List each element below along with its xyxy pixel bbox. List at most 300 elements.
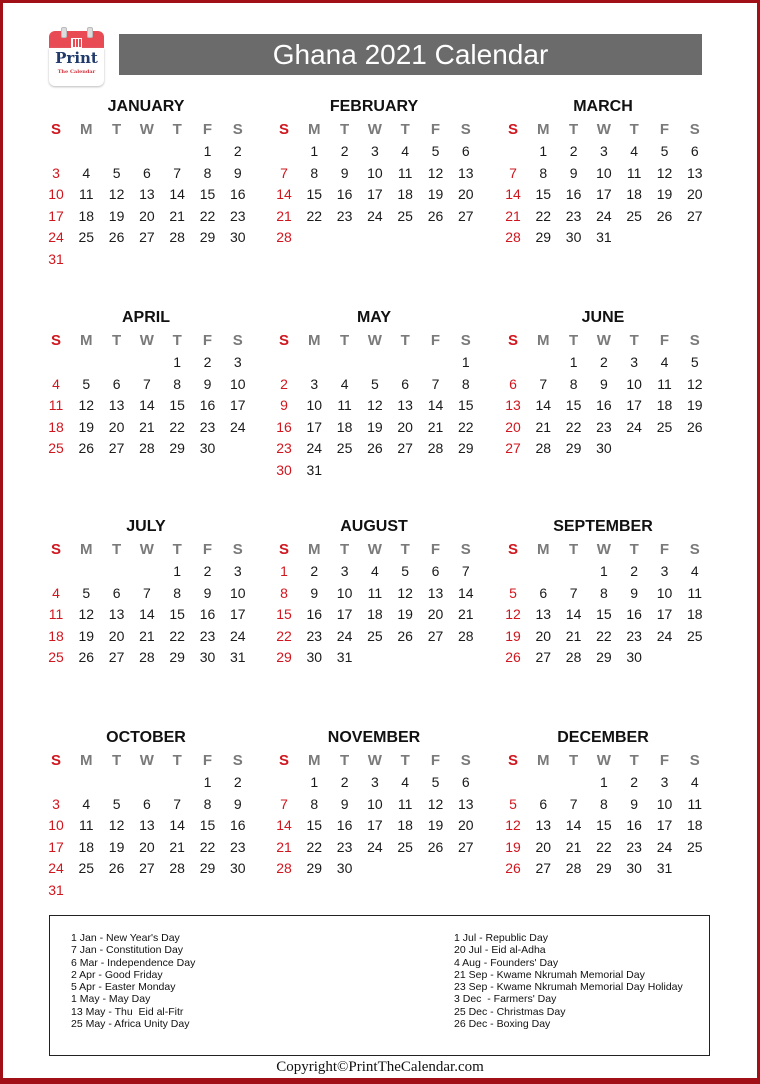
day-cell: 29 (306, 860, 323, 877)
day-cell: 25 (48, 440, 64, 457)
day-cell: 27 (139, 229, 155, 246)
day-cell: 9 (280, 397, 288, 414)
day-cell: 14 (139, 397, 155, 414)
day-cell: 16 (276, 418, 292, 435)
day-cell: 18 (397, 817, 413, 834)
day-cell: 19 (656, 186, 673, 203)
day-cell: 16 (230, 817, 246, 834)
weekday-header: W (139, 332, 154, 349)
weekday-header: S (507, 752, 518, 769)
weekday-header: M (308, 541, 321, 558)
weekday-header: W (596, 541, 611, 558)
weekday-header: S (278, 541, 289, 558)
day-cell: 4 (630, 143, 639, 159)
day-cell: 26 (108, 860, 125, 877)
day-cell: 16 (230, 186, 246, 203)
weekday-header: S (50, 541, 61, 558)
day-cell: 26 (78, 440, 95, 457)
day-cell: 23 (199, 627, 216, 644)
weekday-header: F (430, 332, 441, 349)
day-cell: 24 (656, 627, 673, 644)
weekday-header: W (596, 121, 611, 138)
weekday-header: M (537, 121, 550, 138)
day-cell: 4 (660, 354, 669, 370)
day-cell: 5 (370, 375, 379, 392)
logo-subtitle: The Calendar (57, 69, 96, 75)
weekday-header: T (629, 752, 639, 769)
weekday-header: T (400, 541, 410, 558)
day-cell: 10 (626, 375, 642, 392)
holiday-item: 5 Apr - Easter Monday (71, 981, 176, 994)
day-cell: 2 (630, 563, 639, 579)
day-cell: 1 (599, 774, 608, 790)
day-cell: 26 (78, 649, 95, 666)
calendar-grid-icon (71, 38, 82, 48)
weekday-header: T (400, 332, 410, 349)
day-cell: 26 (687, 418, 703, 435)
day-cell: 10 (336, 584, 353, 601)
weekday-header: S (460, 541, 471, 558)
day-cell: 18 (687, 606, 703, 623)
day-cell: 10 (367, 795, 383, 812)
day-cell: 6 (401, 375, 410, 392)
day-cell: 25 (626, 207, 642, 224)
day-cell: 28 (458, 627, 474, 644)
day-cell: 29 (169, 649, 185, 666)
day-cell: 3 (233, 563, 242, 579)
day-cell: 13 (397, 397, 413, 414)
day-cell: 13 (687, 164, 703, 181)
weekday-header: M (80, 121, 93, 138)
day-cell: 20 (139, 207, 155, 224)
holiday-item: 2 Apr - Good Friday (71, 968, 163, 981)
day-cell: 27 (458, 838, 474, 855)
day-cell: 15 (535, 186, 552, 203)
month-name: JULY (126, 518, 166, 535)
weekday-header: T (629, 541, 639, 558)
holiday-item: 6 Mar - Independence Day (71, 956, 196, 969)
day-cell: 1 (173, 563, 182, 579)
day-cell: 29 (535, 229, 552, 246)
day-cell: 25 (397, 207, 413, 224)
day-cell: 20 (139, 838, 155, 855)
day-cell: 11 (657, 375, 672, 392)
day-cell: 21 (565, 627, 582, 644)
weekday-header: F (659, 752, 670, 769)
day-cell: 17 (230, 606, 246, 623)
day-cell: 14 (139, 606, 155, 623)
day-cell: 20 (427, 606, 444, 623)
day-cell: 15 (596, 606, 612, 623)
day-cell: 27 (687, 207, 703, 224)
day-cell: 3 (660, 774, 669, 790)
day-cell: 10 (656, 584, 673, 601)
day-cell: 19 (367, 418, 383, 435)
day-cell: 22 (535, 207, 552, 224)
day-cell: 31 (306, 462, 323, 478)
day-cell: 13 (458, 164, 474, 181)
weekday-header: M (537, 752, 550, 769)
day-cell: 18 (397, 186, 413, 203)
weekday-header: W (367, 332, 382, 349)
weekday-header: T (172, 752, 182, 769)
day-cell: 19 (397, 606, 413, 623)
day-cell: 4 (340, 375, 349, 392)
day-cell: 3 (52, 164, 60, 181)
day-cell: 20 (458, 817, 474, 834)
day-cell: 9 (569, 164, 578, 181)
day-cell: 12 (427, 795, 444, 812)
day-cell: 4 (690, 563, 699, 579)
day-cell: 7 (280, 795, 288, 812)
day-cell: 4 (82, 164, 91, 181)
day-cell: 16 (336, 186, 353, 203)
day-cell: 22 (458, 418, 474, 435)
day-cell: 19 (78, 627, 95, 644)
day-cell: 3 (233, 354, 242, 370)
day-cell: 3 (52, 795, 60, 812)
weekday-header: F (202, 332, 213, 349)
day-cell: 22 (306, 207, 323, 224)
day-cell: 17 (656, 606, 673, 623)
day-cell: 21 (458, 606, 474, 623)
day-cell: 20 (108, 418, 125, 435)
day-cell: 2 (233, 143, 242, 159)
day-cell: 21 (276, 838, 292, 855)
day-cell: 14 (505, 186, 521, 203)
day-cell: 20 (108, 627, 125, 644)
day-cell: 8 (539, 164, 548, 181)
day-cell: 17 (367, 817, 383, 834)
day-cell: 8 (569, 375, 578, 392)
holiday-item: 13 May - Thu Eid al-Fitr (71, 1005, 184, 1018)
day-cell: 30 (230, 229, 246, 246)
day-cell: 29 (199, 229, 216, 246)
weekday-header: S (460, 752, 471, 769)
weekday-header: F (202, 121, 213, 138)
day-cell: 31 (656, 860, 673, 877)
day-cell: 2 (599, 354, 608, 370)
day-cell: 6 (112, 584, 121, 601)
day-cell: 15 (306, 186, 323, 203)
day-cell: 28 (565, 649, 582, 666)
binder-ring-icon (61, 27, 67, 38)
day-cell: 14 (276, 817, 292, 834)
day-cell: 17 (336, 606, 353, 623)
day-cell: 2 (630, 774, 639, 790)
weekday-header: S (507, 332, 518, 349)
day-cell: 24 (626, 418, 642, 435)
day-cell: 20 (535, 838, 552, 855)
day-cell: 6 (539, 795, 548, 812)
day-cell: 14 (535, 397, 552, 414)
day-cell: 30 (565, 229, 582, 246)
holiday-item: 25 Dec - Christmas Day (454, 1005, 566, 1018)
day-cell: 13 (535, 606, 552, 623)
month-name: JUNE (581, 309, 625, 326)
day-cell: 23 (626, 838, 642, 855)
weekday-header: W (139, 541, 154, 558)
day-cell: 4 (82, 795, 91, 812)
day-cell: 5 (509, 795, 517, 812)
day-cell: 2 (569, 143, 578, 159)
day-cell: 6 (112, 375, 121, 392)
day-cell: 8 (173, 375, 182, 392)
day-cell: 30 (596, 440, 612, 457)
day-cell: 4 (401, 143, 410, 159)
holiday-list-right (454, 932, 683, 1030)
day-cell: 17 (626, 397, 642, 414)
weekday-header: T (629, 332, 639, 349)
day-cell: 24 (367, 207, 383, 224)
day-cell: 11 (79, 817, 94, 834)
day-cell: 15 (306, 817, 323, 834)
day-cell: 1 (310, 143, 319, 159)
day-cell: 18 (48, 418, 64, 435)
weekday-header: T (112, 541, 122, 558)
day-cell: 18 (656, 397, 673, 414)
day-cell: 26 (367, 440, 383, 457)
day-cell: 14 (565, 817, 582, 834)
day-cell: 15 (276, 606, 292, 623)
day-cell: 5 (82, 375, 91, 392)
day-cell: 22 (596, 838, 612, 855)
day-cell: 19 (78, 418, 95, 435)
day-cell: 7 (569, 584, 578, 601)
month-name: SEPTEMBER (553, 518, 653, 535)
day-cell: 13 (108, 397, 125, 414)
month-name: AUGUST (340, 518, 408, 535)
weekday-header: M (80, 541, 93, 558)
day-cell: 21 (169, 838, 185, 855)
day-cell: 1 (203, 143, 212, 159)
day-cell: 22 (565, 418, 582, 435)
day-cell: 27 (427, 627, 444, 644)
day-cell: 7 (569, 795, 578, 812)
day-cell: 30 (626, 860, 642, 877)
weekday-header: S (50, 332, 61, 349)
weekday-header: S (689, 332, 700, 349)
day-cell: 26 (505, 860, 521, 877)
day-cell: 21 (535, 418, 552, 435)
day-cell: 12 (397, 584, 413, 601)
day-cell: 5 (660, 143, 669, 159)
holiday-item: 26 Dec - Boxing Day (454, 1018, 551, 1031)
day-cell: 29 (199, 860, 216, 877)
weekday-header: S (278, 752, 289, 769)
day-cell: 25 (687, 838, 703, 855)
day-cell: 29 (565, 440, 582, 457)
day-cell: 15 (169, 397, 185, 414)
day-cell: 23 (230, 838, 246, 855)
day-cell: 9 (233, 795, 242, 812)
day-cell: 10 (48, 186, 64, 203)
day-cell: 19 (427, 186, 444, 203)
day-cell: 2 (233, 774, 242, 790)
day-cell: 19 (108, 207, 125, 224)
day-cell: 24 (336, 627, 353, 644)
day-cell: 27 (108, 649, 125, 666)
day-cell: 7 (142, 375, 151, 392)
weekday-header: M (308, 752, 321, 769)
day-cell: 6 (431, 563, 440, 579)
day-cell: 25 (78, 229, 95, 246)
day-cell: 9 (630, 584, 639, 601)
day-cell: 18 (48, 627, 64, 644)
day-cell: 21 (276, 207, 292, 224)
weekday-header: S (689, 121, 700, 138)
weekday-header: S (232, 332, 243, 349)
day-cell: 17 (596, 186, 612, 203)
day-cell: 8 (173, 584, 182, 601)
day-cell: 13 (535, 817, 552, 834)
day-cell: 12 (108, 817, 125, 834)
day-cell: 12 (505, 817, 521, 834)
day-cell: 19 (505, 627, 521, 644)
day-cell: 18 (78, 207, 95, 224)
day-cell: 9 (340, 164, 349, 181)
weekday-header: T (340, 332, 350, 349)
day-cell: 30 (336, 860, 353, 877)
day-cell: 30 (199, 649, 216, 666)
weekday-header: F (202, 541, 213, 558)
day-cell: 7 (280, 164, 288, 181)
month-name: NOVEMBER (327, 729, 421, 746)
day-cell: 27 (139, 860, 155, 877)
day-cell: 11 (79, 186, 94, 203)
day-cell: 29 (276, 649, 292, 666)
day-cell: 25 (336, 440, 353, 457)
weekday-header: S (507, 541, 518, 558)
day-cell: 17 (48, 838, 64, 855)
day-cell: 13 (108, 606, 125, 623)
day-cell: 17 (306, 418, 323, 435)
day-cell: 8 (310, 795, 319, 812)
weekday-header: M (308, 121, 321, 138)
holiday-item: 1 Jul - Republic Day (454, 932, 548, 944)
day-cell: 5 (431, 143, 440, 159)
day-cell: 25 (687, 627, 703, 644)
weekday-header: W (367, 121, 382, 138)
day-cell: 13 (139, 186, 155, 203)
day-cell: 5 (431, 774, 440, 790)
day-cell: 28 (535, 440, 552, 457)
weekday-header: T (569, 121, 579, 138)
day-cell: 30 (276, 462, 292, 478)
day-cell: 1 (461, 354, 470, 370)
day-cell: 2 (203, 354, 212, 370)
day-cell: 15 (199, 186, 216, 203)
day-cell: 7 (173, 164, 182, 181)
day-cell: 25 (367, 627, 383, 644)
day-cell: 28 (276, 229, 292, 246)
weekday-header: S (460, 332, 471, 349)
weekday-header: M (537, 332, 550, 349)
day-cell: 2 (340, 143, 349, 159)
day-cell: 24 (48, 229, 64, 246)
day-cell: 7 (539, 375, 548, 392)
day-cell: 9 (630, 795, 639, 812)
day-cell: 11 (48, 397, 64, 414)
page-title: Ghana 2021 Calendar (119, 34, 702, 75)
day-cell: 8 (599, 795, 608, 812)
day-cell: 5 (401, 563, 410, 579)
day-cell: 27 (535, 649, 552, 666)
holiday-item: 20 Jul - Eid al-Adha (454, 944, 546, 957)
weekday-header: T (112, 332, 122, 349)
weekday-header: W (596, 752, 611, 769)
day-cell: 16 (626, 606, 642, 623)
holiday-item: 4 Aug - Founders' Day (454, 956, 559, 969)
day-cell: 16 (306, 606, 323, 623)
day-cell: 9 (203, 375, 212, 392)
day-cell: 3 (370, 774, 379, 790)
day-cell: 26 (656, 207, 673, 224)
day-cell: 1 (280, 563, 288, 579)
day-cell: 26 (427, 838, 444, 855)
day-cell: 28 (427, 440, 444, 457)
day-cell: 18 (78, 838, 95, 855)
weekday-header: T (569, 332, 579, 349)
day-cell: 7 (509, 164, 517, 181)
day-cell: 7 (431, 375, 440, 392)
day-cell: 10 (48, 817, 64, 834)
day-cell: 23 (230, 207, 246, 224)
day-cell: 27 (397, 440, 413, 457)
day-cell: 18 (626, 186, 642, 203)
month-name: FEBRUARY (329, 98, 419, 115)
day-cell: 12 (656, 164, 673, 181)
day-cell: 16 (199, 606, 216, 623)
day-cell: 11 (397, 795, 413, 812)
day-cell: 1 (203, 774, 212, 790)
day-cell: 9 (310, 584, 319, 601)
day-cell: 14 (427, 397, 444, 414)
day-cell: 2 (280, 375, 288, 392)
weekday-header: W (139, 121, 154, 138)
weekday-header: F (659, 541, 670, 558)
day-cell: 4 (370, 563, 379, 579)
day-cell: 14 (458, 584, 474, 601)
day-cell: 29 (169, 440, 185, 457)
day-cell: 10 (230, 375, 246, 392)
weekday-header: S (278, 332, 289, 349)
weekday-header: W (367, 541, 382, 558)
month-name: MARCH (573, 98, 633, 115)
weekday-header: S (50, 121, 61, 138)
weekday-header: W (139, 752, 154, 769)
day-cell: 16 (336, 817, 353, 834)
day-cell: 16 (596, 397, 612, 414)
weekday-header: S (689, 541, 700, 558)
holiday-item: 21 Sep - Kwame Nkrumah Memorial Day (454, 968, 645, 981)
day-cell: 20 (687, 186, 703, 203)
weekday-header: S (689, 752, 700, 769)
holiday-list-left (71, 932, 195, 1030)
day-cell: 25 (656, 418, 673, 435)
day-cell: 2 (203, 563, 212, 579)
day-cell: 7 (142, 584, 151, 601)
day-cell: 23 (336, 207, 353, 224)
day-cell: 14 (169, 817, 185, 834)
day-cell: 28 (139, 649, 155, 666)
day-cell: 25 (48, 649, 64, 666)
day-cell: 12 (78, 606, 95, 623)
day-cell: 15 (458, 397, 474, 414)
day-cell: 12 (427, 164, 444, 181)
day-cell: 28 (139, 440, 155, 457)
day-cell: 13 (139, 817, 155, 834)
